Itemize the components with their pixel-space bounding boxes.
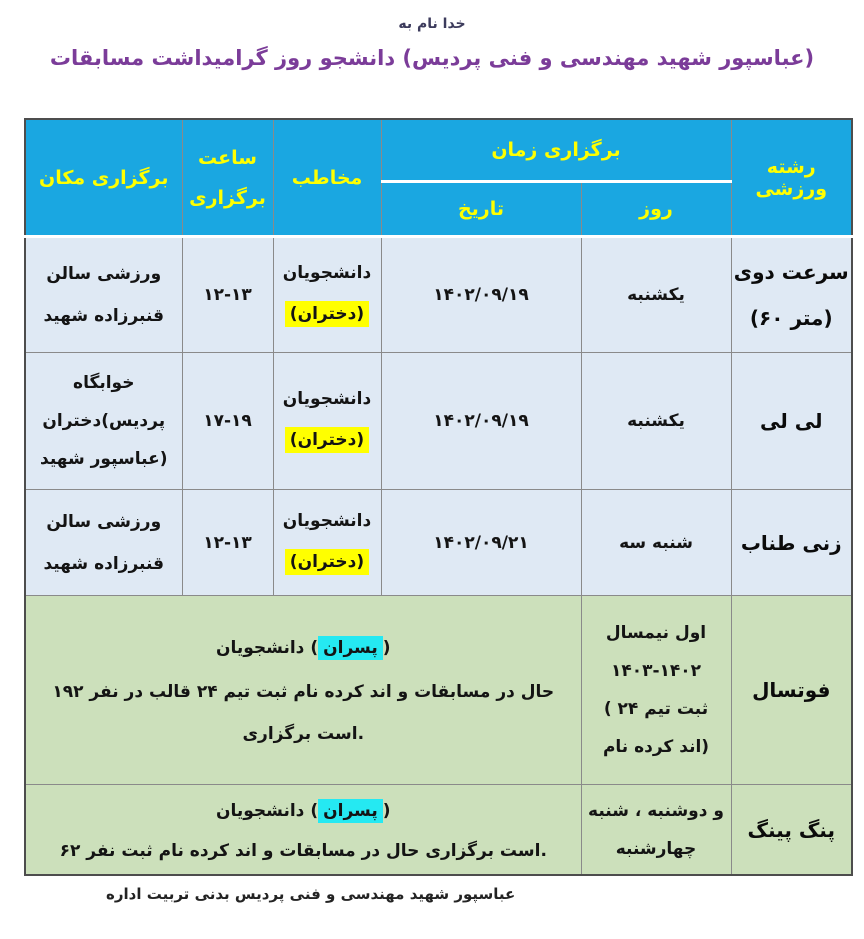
location-line: شهید عباسپور) xyxy=(40,449,168,469)
sprint-audience-cell xyxy=(273,237,381,353)
futsal-info-cell xyxy=(25,596,581,785)
rope-sport-cell: طناب زنی xyxy=(731,490,852,596)
location-line: سالن ورزشی xyxy=(46,264,162,284)
boys-highlight: پسران xyxy=(318,799,383,823)
table-row-leyley xyxy=(25,353,852,490)
sprint-day-cell: یکشنبه xyxy=(581,237,731,353)
sprint-location-cell xyxy=(25,237,182,353)
audience-line: ) xyxy=(382,638,391,658)
rope-location-cell xyxy=(25,490,182,596)
location-line: شهید قنبرزاده xyxy=(43,553,165,574)
futsal-sport-cell: فوتسال xyxy=(731,596,852,785)
header-sport: رشته ورزشی xyxy=(731,119,852,237)
leyley-hour-cell: ۱۷-۱۹ xyxy=(182,353,273,490)
table-row-pingpong xyxy=(25,785,852,876)
header-day: روز xyxy=(581,182,731,237)
pingpong-registration-text: ۶۲ نفر ثبت نام کرده اند و مسابقات در حال برگزاری است. xyxy=(59,840,547,861)
girls-highlight: (دختران) xyxy=(285,427,369,453)
header-hour-line2: برگزاری xyxy=(189,186,266,209)
page-title: مسابقات گرامیداشت روز دانشجو (پردیس فنی و مهندسی شهید عباسپور) xyxy=(49,46,815,70)
girls-highlight: (دختران) xyxy=(285,301,369,327)
competition-schedule-table xyxy=(24,118,853,876)
rope-date-cell: ۱۴۰۲/۰۹/۲۱ xyxy=(381,490,581,596)
sport-name: دوی سرعت xyxy=(733,260,849,284)
sprint-date-cell: ۱۴۰۲/۰۹/۱۹ xyxy=(381,237,581,353)
futsal-term-line: نام کرده اند) xyxy=(602,737,710,757)
girls-highlight: (دختران) xyxy=(285,549,369,575)
location-line: سالن ورزشی xyxy=(46,511,162,532)
audience-line: ) xyxy=(382,800,391,821)
header-date: تاریخ xyxy=(381,182,581,237)
header-hour xyxy=(182,119,273,237)
audience-line: دانشجویان ( xyxy=(215,800,319,821)
rope-day-cell: سه شنبه xyxy=(581,490,731,596)
rope-audience-cell xyxy=(273,490,381,596)
header-time-group: زمان برگزاری xyxy=(381,119,731,182)
table-row-rope xyxy=(25,490,852,596)
header-audience: مخاطب xyxy=(273,119,381,237)
rope-hour-cell: ۱۲-۱۳ xyxy=(182,490,273,596)
audience-line: دانشجویان ( xyxy=(215,638,319,658)
location-line: خوابگاه xyxy=(73,373,135,393)
futsal-term-line: ( ۲۴ تیم ثبت xyxy=(603,699,709,719)
leyley-day-cell: یکشنبه xyxy=(581,353,731,490)
futsal-day-cell xyxy=(581,596,731,785)
leyley-audience-cell xyxy=(273,353,381,490)
futsal-registration-text: ۱۹۲ نفر در قالب ۲۴ تیم ثبت نام کرده اند و مسابقات در حال xyxy=(52,682,555,702)
pingpong-info-cell xyxy=(25,785,581,876)
audience-line: دانشجویان xyxy=(282,263,372,283)
leyley-sport-cell: لی لی xyxy=(731,353,852,490)
pingpong-day-cell xyxy=(581,785,731,876)
boys-highlight: پسران xyxy=(318,636,383,660)
audience-line: دانشجویان xyxy=(282,510,372,531)
pingpong-sport-cell: پینگ پنگ xyxy=(731,785,852,876)
sprint-hour-cell: ۱۲-۱۳ xyxy=(182,237,273,353)
futsal-registration-text: برگزاری است. xyxy=(242,724,365,744)
table-row-sprint xyxy=(25,237,852,353)
pingpong-days-line: چهارشنبه xyxy=(615,838,697,859)
location-line: شهید قنبرزاده xyxy=(43,306,165,326)
sprint-sport-cell xyxy=(731,237,852,353)
leyley-location-cell xyxy=(25,353,182,490)
futsal-term-line: نیمسال اول xyxy=(605,623,707,643)
sport-name: (۶۰ متر) xyxy=(749,306,833,330)
location-line: دختران(پردیس xyxy=(42,411,166,431)
header-hour-line1: ساعت xyxy=(198,146,257,169)
audience-line: دانشجویان xyxy=(282,389,372,409)
header-location: مکان برگزاری xyxy=(25,119,182,237)
pingpong-days-line: شنبه ، دوشنبه و xyxy=(588,800,724,821)
bismillah-text: به نام خدا xyxy=(398,16,466,32)
footer-credit: اداره تربیت بدنی پردیس فنی و مهندسی شهید عباسپور xyxy=(106,885,516,903)
futsal-term-line: ۱۴۰۳-۱۴۰۲ xyxy=(610,661,702,681)
table-row-futsal xyxy=(25,596,852,785)
leyley-date-cell: ۱۴۰۲/۰۹/۱۹ xyxy=(381,353,581,490)
